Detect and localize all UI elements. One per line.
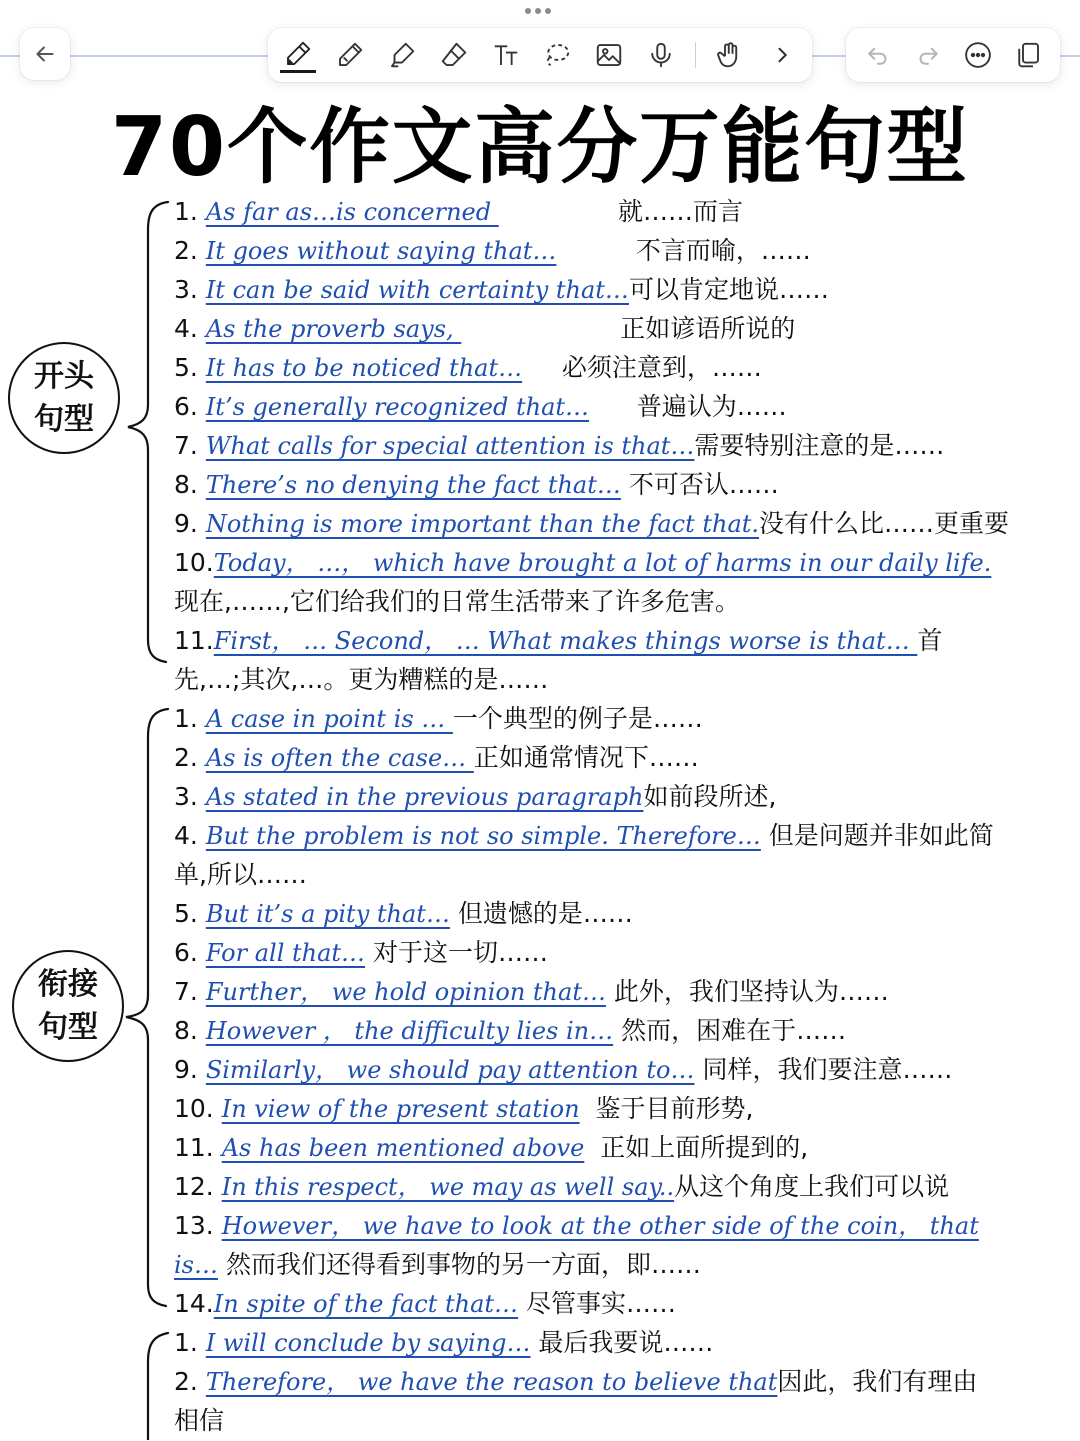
transition-bracket xyxy=(126,709,168,1306)
section-label-opening xyxy=(8,342,120,454)
list-item: 11. As has been mentioned above 正如上面所提到的, xyxy=(174,1133,809,1162)
section-label-line: 开头 xyxy=(34,358,94,394)
list-item: 1. A case in point is … 一个典型的例子是…… xyxy=(174,704,703,733)
list-item: 12. In this respect， we may as well say..从这个角度上我们可以说 xyxy=(174,1172,950,1201)
list-item: 4. As the proverb says, 正如谚语所说的 xyxy=(174,314,796,343)
list-item: 6. It’s generally recognized that… 普遍认为…… xyxy=(174,392,787,421)
opening-bracket xyxy=(128,202,168,662)
list-item: 10. In view of the present station 鉴于目前形势, xyxy=(174,1094,754,1123)
list-item: 8. However ， the difficulty lies in… 然而，困难在于…… xyxy=(174,1016,847,1045)
list-item: 3. As stated in the previous paragraph如前段所述, xyxy=(174,782,777,811)
list-item: 9. Nothing is more important than the fact that.没有什么比……更重要 xyxy=(174,509,1010,538)
list-item: is… 然而我们还得看到事物的另一方面，即…… xyxy=(174,1250,701,1279)
list-item: 2. It goes without saying that… 不言而喻，…… xyxy=(174,236,811,265)
section-label-transition xyxy=(12,950,124,1062)
closing-bracket xyxy=(148,1333,168,1440)
list-item: 2. As is often the case… 正如通常情况下…… xyxy=(174,743,699,772)
list-item: 1. As far as…is concerned 就……而言 xyxy=(174,197,743,226)
list-item: 3. It can be said with certainty that…可以肯定地说…… xyxy=(174,275,829,304)
list-item: 先,…;其次,…。更为糟糕的是…… xyxy=(174,665,549,694)
section-label-line: 句型 xyxy=(34,402,94,437)
list-item: 10.Today， …， which have brought a lot of harms in our daily life. xyxy=(174,548,992,577)
list-item: 现在,……,它们给我们的日常生活带来了许多危害。 xyxy=(174,587,740,616)
list-item: 7. What calls for special attention is that…需要特别注意的是…… xyxy=(174,431,945,460)
list-item: 9. Similarly， we should pay attention to… 同样，我们要注意…… xyxy=(174,1055,953,1084)
section-label-line: 句型 xyxy=(38,1010,98,1045)
list-item: 4. But the problem is not so simple. Therefore… 但是问题并非如此简 xyxy=(174,821,994,850)
page-title: 70个作文高分万能句型 xyxy=(111,100,969,195)
list-item: 14.In spite of the fact that… 尽管事实…… xyxy=(174,1289,676,1318)
list-item: 2. Therefore， we have the reason to believe that因此，我们有理由 xyxy=(174,1367,978,1396)
list-item: 8. There’s no denying the fact that… 不可否认…… xyxy=(174,470,779,499)
list-item: 5. It has to be noticed that… 必须注意到，…… xyxy=(174,353,762,382)
list-item: 7. Further， we hold opinion that… 此外，我们坚持认为…… xyxy=(174,977,889,1006)
list-item: 单,所以…… xyxy=(174,860,307,889)
list-item: 6. For all that… 对于这一切…… xyxy=(174,938,549,967)
section-label-line: 衔接 xyxy=(38,966,98,1002)
list-item: 1. I will conclude by saying… 最后我要说…… xyxy=(174,1328,714,1357)
list-item: 11.First， … Second， … What makes things worse is that… 首 xyxy=(174,626,943,655)
list-item: 5. But it’s a pity that… 但遗憾的是…… xyxy=(174,899,633,928)
list-item: 13. However， we have to look at the other side of the coin， that xyxy=(174,1211,979,1240)
list-item: 相信 xyxy=(174,1406,225,1435)
